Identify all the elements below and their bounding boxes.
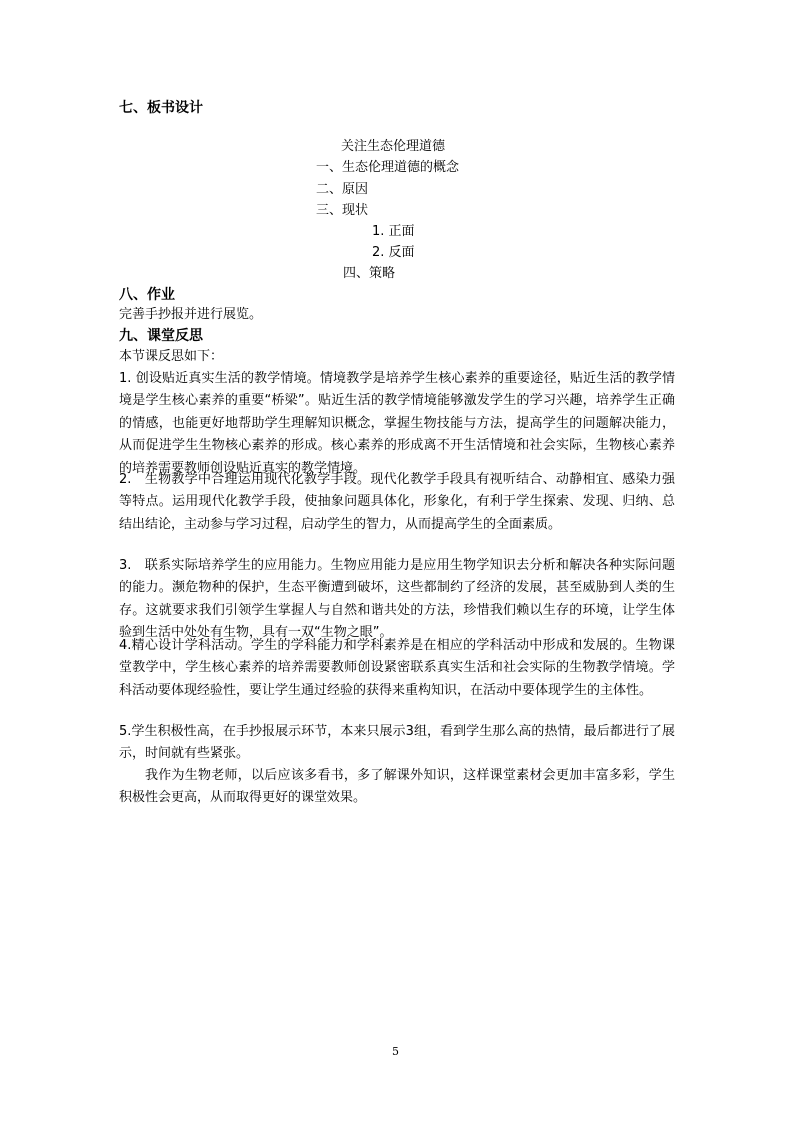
reflection-point: 5.学生积极性高，在手抄报展示环节，本来只展示3组，看到学生那么高的热情，最后都进行了展示，时间就有些紧张。 bbox=[119, 724, 675, 762]
board-item: 三、现状 bbox=[316, 203, 369, 218]
page-number: 5 bbox=[392, 1045, 399, 1058]
reflection-point: 4.精心设计学科活动。学生的学科能力和学科素养是在相应的学科活动中形成和发展的。生物课堂教学中，学生核心素养的培养需要教师创设紧密联系真实生活和社会实际的生物教学情境。学科活动要体现经验性，要让学生通过经验的获得来重构知识，在活动中要体现学生的主体性。 bbox=[119, 638, 675, 698]
reflection-closing: 我作为生物老师，以后应该多看书，多了解课外知识，这样课堂素材会更加丰富多彩，学生积极性会更高，从而取得更好的课堂效果。 bbox=[119, 768, 675, 806]
reflection-point: 3. 联系实际培养学生的应用能力。生物应用能力是应用生物学知识去分析和解决各种实际问题的能力。濒危物种的保护，生态平衡遭到破坏，这些都制约了经济的发展，甚至威胁到人类的生存。这就要求我们引领学生掌握人与自然和谐共处的方法，珍惜我们赖以生存的环境，让学生体验到生活中处处有生物，具有一双“生物之眼”。 bbox=[119, 558, 675, 641]
section-9-heading: 九、课堂反思 bbox=[119, 328, 203, 344]
reflection-intro: 本节课反思如下： bbox=[119, 349, 224, 364]
board-item: 二、原因 bbox=[316, 182, 369, 197]
reflection-point: 1. 创设贴近真实生活的教学情境。情境教学是培养学生核心素养的重要途径，贴近生活的教学情境是学生核心素养的重要“桥梁”。贴近生活的教学情境能够激发学生的学习兴趣，培养学生正确的情感，也能更好地帮助学生理解知识概念，掌握生物技能与方法，提高学生的问题解决能力，从而促进学生生物核心素养的形成。核心素养的形成离不开生活情境和社会实际，生物核心素养的培养需要教师创设贴近真实的教学情境。 bbox=[119, 371, 675, 476]
section-8-heading: 八、作业 bbox=[119, 287, 175, 303]
reflection-point: 2. 生物教学中合理运用现代化教学手段。现代化教学手段具有视听结合、动静相宜、感染力强等特点。运用现代化教学手段，使抽象问题具体化，形象化，有利于学生探索、发现、归纳、总结出结论，主动参与学习过程，启动学生的智力，从而提高学生的全面素质。 bbox=[119, 472, 675, 532]
board-subitem: 1. 正面 bbox=[372, 224, 415, 239]
board-item: 一、生态伦理道德的概念 bbox=[316, 160, 460, 175]
board-item: 四、策略 bbox=[343, 266, 396, 281]
board-title: 关注生态伦理道德 bbox=[341, 139, 446, 154]
homework-text: 完善手抄报并进行展览。 bbox=[119, 307, 263, 322]
section-7-heading: 七、板书设计 bbox=[119, 100, 203, 116]
board-subitem: 2. 反面 bbox=[372, 245, 415, 260]
